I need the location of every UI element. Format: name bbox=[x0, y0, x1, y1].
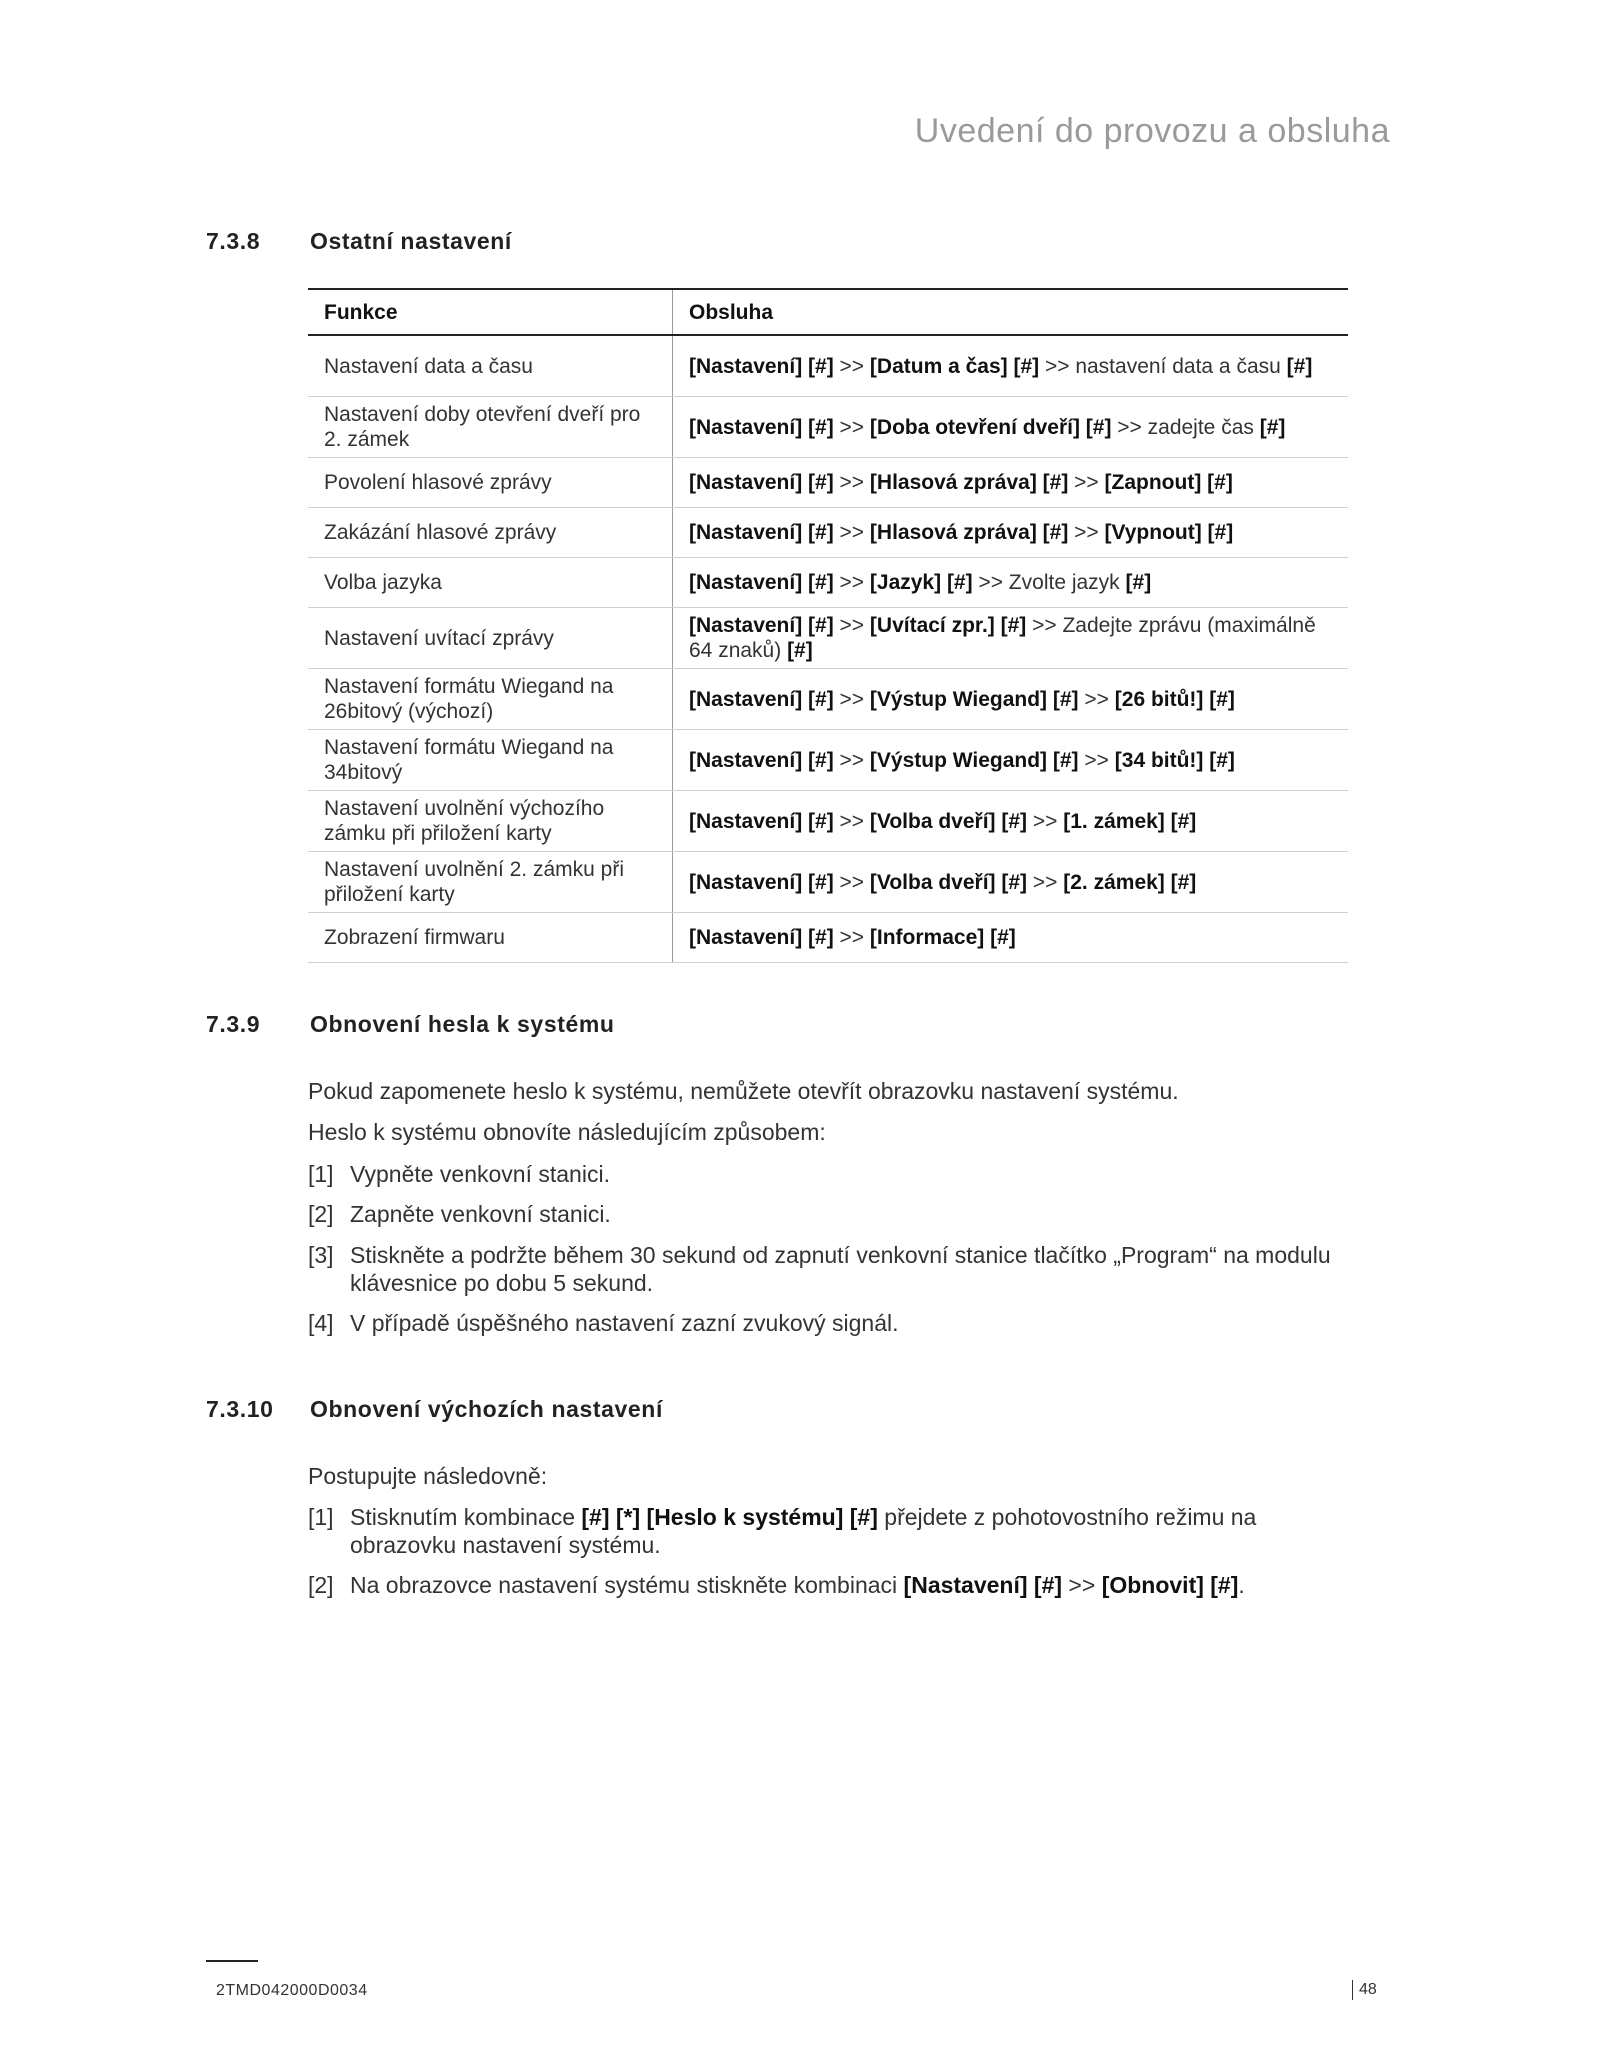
page-number: 48 bbox=[1352, 1980, 1377, 2000]
section-title: Ostatní nastavení bbox=[310, 228, 512, 254]
funkce-cell: Nastavení data a času bbox=[308, 335, 673, 397]
paragraph: Postupujte následovně: bbox=[308, 1463, 548, 1489]
paragraph: Heslo k systému obnovíte následujícím způsobem: bbox=[308, 1119, 826, 1145]
funkce-cell: Nastavení uvítací zprávy bbox=[308, 608, 673, 669]
column-header-obsluha: Obsluha bbox=[673, 289, 1349, 335]
table-row bbox=[308, 669, 1348, 730]
step-text: Na obrazovce nastavení systému stiskněte kombinaci [Nastavení] [#] >> [Obnovit] [#]. bbox=[350, 1572, 1245, 1598]
funkce-cell: Nastavení uvolnění 2. zámku při přiložení karty bbox=[308, 852, 673, 913]
obsluha-cell: [Nastavení] [#] >> [Datum a čas] [#] >> nastavení data a času [#] bbox=[673, 335, 1349, 397]
obsluha-cell: [Nastavení] [#] >> [Volba dveří] [#] >> [1. zámek] [#] bbox=[673, 791, 1349, 852]
step-number: [2] bbox=[308, 1572, 334, 1598]
table-row bbox=[308, 458, 1348, 508]
obsluha-cell: [Nastavení] [#] >> [Doba otevření dveří] [#] >> zadejte čas [#] bbox=[673, 397, 1349, 458]
running-header: Uvedení do provozu a obsluha bbox=[914, 112, 1390, 150]
step-number: [4] bbox=[308, 1310, 334, 1336]
section-number: 7.3.10 bbox=[206, 1396, 274, 1422]
step-text: V případě úspěšného nastavení zazní zvukový signál. bbox=[350, 1310, 899, 1336]
funkce-cell: Nastavení formátu Wiegand na 26bitový (výchozí) bbox=[308, 669, 673, 730]
step-text: Zapněte venkovní stanici. bbox=[350, 1201, 611, 1227]
table-row bbox=[308, 335, 1348, 397]
funkce-cell: Zobrazení firmwaru bbox=[308, 913, 673, 963]
table-row bbox=[308, 608, 1348, 669]
section-heading-7-3-10 bbox=[206, 1396, 663, 1423]
table-row bbox=[308, 913, 1348, 963]
footer-rule bbox=[206, 1960, 258, 1962]
table-row bbox=[308, 508, 1348, 558]
obsluha-cell: [Nastavení] [#] >> [Výstup Wiegand] [#] >> [26 bitů!] [#] bbox=[673, 669, 1349, 730]
step-text: Stiskněte a podržte během 30 sekund od zapnutí venkovní stanice tlačítko „Program“ na modulu klávesnice po dobu 5 sekund. bbox=[350, 1242, 1331, 1296]
step-text: Stisknutím kombinace [#] [*] [Heslo k systému] [#] přejdete z pohotovostního režimu na obrazovku nastavení systému. bbox=[350, 1504, 1257, 1558]
funkce-cell: Volba jazyka bbox=[308, 558, 673, 608]
list-item bbox=[308, 1503, 1368, 1559]
list-item bbox=[308, 1309, 1368, 1337]
table-row bbox=[308, 852, 1348, 913]
obsluha-cell: [Nastavení] [#] >> [Informace] [#] bbox=[673, 913, 1349, 963]
list-item bbox=[308, 1241, 1368, 1297]
section-title: Obnovení výchozích nastavení bbox=[310, 1396, 663, 1422]
settings-table bbox=[308, 288, 1348, 963]
obsluha-cell: [Nastavení] [#] >> [Výstup Wiegand] [#] >> [34 bitů!] [#] bbox=[673, 730, 1349, 791]
funkce-cell: Nastavení formátu Wiegand na 34bitový bbox=[308, 730, 673, 791]
column-header-funkce: Funkce bbox=[308, 289, 673, 335]
list-item bbox=[308, 1200, 1368, 1228]
table-header-row bbox=[308, 289, 1348, 335]
section-number: 7.3.8 bbox=[206, 228, 261, 254]
step-text: Vypněte venkovní stanici. bbox=[350, 1161, 610, 1187]
section-title: Obnovení hesla k systému bbox=[310, 1011, 615, 1037]
obsluha-cell: [Nastavení] [#] >> [Jazyk] [#] >> Zvolte jazyk [#] bbox=[673, 558, 1349, 608]
step-number: [3] bbox=[308, 1242, 334, 1268]
table-row bbox=[308, 558, 1348, 608]
paragraph: Pokud zapomenete heslo k systému, nemůžete otevřít obrazovku nastavení systému. bbox=[308, 1078, 1179, 1104]
list-item bbox=[308, 1571, 1368, 1599]
step-number: [1] bbox=[308, 1504, 334, 1530]
funkce-cell: Zakázání hlasové zprávy bbox=[308, 508, 673, 558]
table-row bbox=[308, 397, 1348, 458]
obsluha-cell: [Nastavení] [#] >> [Hlasová zpráva] [#] >> [Vypnout] [#] bbox=[673, 508, 1349, 558]
document-id: 2TMD042000D0034 bbox=[216, 1982, 368, 1999]
obsluha-cell: [Nastavení] [#] >> [Hlasová zpráva] [#] >> [Zapnout] [#] bbox=[673, 458, 1349, 508]
table-row bbox=[308, 730, 1348, 791]
list-item bbox=[308, 1160, 1368, 1188]
funkce-cell: Povolení hlasové zprávy bbox=[308, 458, 673, 508]
step-number: [2] bbox=[308, 1201, 334, 1227]
section-number: 7.3.9 bbox=[206, 1011, 261, 1037]
section-heading-7-3-9 bbox=[206, 1011, 615, 1038]
step-number: [1] bbox=[308, 1161, 334, 1187]
funkce-cell: Nastavení doby otevření dveří pro 2. zámek bbox=[308, 397, 673, 458]
section-heading-7-3-8 bbox=[206, 228, 512, 255]
obsluha-cell: [Nastavení] [#] >> [Uvítací zpr.] [#] >> Zadejte zprávu (maximálně 64 znaků) [#] bbox=[673, 608, 1349, 669]
funkce-cell: Nastavení uvolnění výchozího zámku při přiložení karty bbox=[308, 791, 673, 852]
table-row bbox=[308, 791, 1348, 852]
obsluha-cell: [Nastavení] [#] >> [Volba dveří] [#] >> [2. zámek] [#] bbox=[673, 852, 1349, 913]
